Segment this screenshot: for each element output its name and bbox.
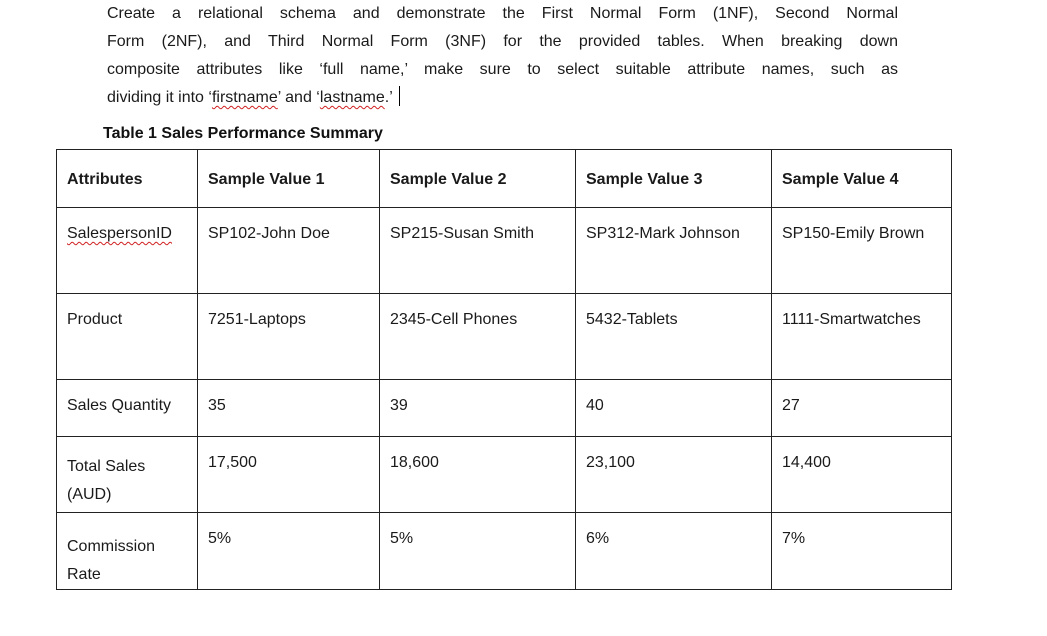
spellcheck-word-salespersonid: SalespersonID xyxy=(67,225,172,242)
table-row xyxy=(57,437,952,513)
table-cell[interactable]: 14,400 xyxy=(772,437,952,513)
table-cell[interactable]: 40 xyxy=(576,380,772,437)
table-cell[interactable]: 5% xyxy=(380,513,576,590)
spellcheck-word-lastname[interactable]: lastname xyxy=(319,89,385,106)
row-label-product[interactable]: Product xyxy=(57,294,198,380)
instruction-line-4-text-a: dividing it into ‘ xyxy=(107,89,212,106)
table-cell[interactable]: 23,100 xyxy=(576,437,772,513)
instruction-line-4-text-b: ’ and ‘ xyxy=(277,89,320,106)
table-cell[interactable]: 5% xyxy=(198,513,380,590)
table-row xyxy=(57,513,952,590)
table-row xyxy=(57,380,952,437)
table-cell[interactable]: 27 xyxy=(772,380,952,437)
table-cell[interactable]: SP102-John Doe xyxy=(198,208,380,294)
table-cell[interactable]: 17,500 xyxy=(198,437,380,513)
table-cell[interactable]: 18,600 xyxy=(380,437,576,513)
instruction-line-1: Create a relational schema and demonstrate the First Normal Form (1NF), Second Normal xyxy=(107,5,898,22)
table-cell[interactable]: 6% xyxy=(576,513,772,590)
instruction-paragraph[interactable] xyxy=(107,0,898,112)
table-cell[interactable]: SP215-Susan Smith xyxy=(380,208,576,294)
header-cell-sample-2[interactable]: Sample Value 2 xyxy=(380,150,576,208)
header-cell-sample-4[interactable]: Sample Value 4 xyxy=(772,150,952,208)
instruction-line-4 xyxy=(107,84,898,112)
table-cell[interactable]: 1111-Smartwatches xyxy=(772,294,952,380)
sales-performance-table[interactable] xyxy=(56,149,952,590)
table-row xyxy=(57,294,952,380)
table-cell[interactable]: 39 xyxy=(380,380,576,437)
row-label-salespersonid[interactable] xyxy=(57,208,198,294)
row-label-sales-quantity[interactable]: Sales Quantity xyxy=(57,380,198,437)
table-cell[interactable]: 5432-Tablets xyxy=(576,294,772,380)
header-cell-attributes[interactable]: Attributes xyxy=(57,150,198,208)
table-cell[interactable]: 35 xyxy=(198,380,380,437)
instruction-line-3: composite attributes like ‘full name,’ make sure to select suitable attribute names, such as xyxy=(107,61,898,78)
instruction-line-2: Form (2NF), and Third Normal Form (3NF) for the provided tables. When breaking down xyxy=(107,33,898,50)
header-cell-sample-1[interactable]: Sample Value 1 xyxy=(198,150,380,208)
table-cell[interactable]: 7251-Laptops xyxy=(198,294,380,380)
table-row xyxy=(57,208,952,294)
table-cell[interactable]: SP150-Emily Brown xyxy=(772,208,952,294)
instruction-line-4-text-c: .’ xyxy=(384,89,393,106)
table-cell[interactable]: SP312-Mark Johnson xyxy=(576,208,772,294)
row-label-commission-rate[interactable]: Commission Rate xyxy=(57,513,198,590)
table-cell[interactable]: 7% xyxy=(772,513,952,590)
table-cell[interactable]: 2345-Cell Phones xyxy=(380,294,576,380)
table-caption: Table 1 Sales Performance Summary xyxy=(103,125,383,142)
spellcheck-word-firstname[interactable]: firstname xyxy=(211,89,278,106)
text-cursor xyxy=(399,86,401,106)
row-label-total-sales[interactable]: Total Sales (AUD) xyxy=(57,437,198,513)
table-header-row xyxy=(57,150,952,208)
header-cell-sample-3[interactable]: Sample Value 3 xyxy=(576,150,772,208)
